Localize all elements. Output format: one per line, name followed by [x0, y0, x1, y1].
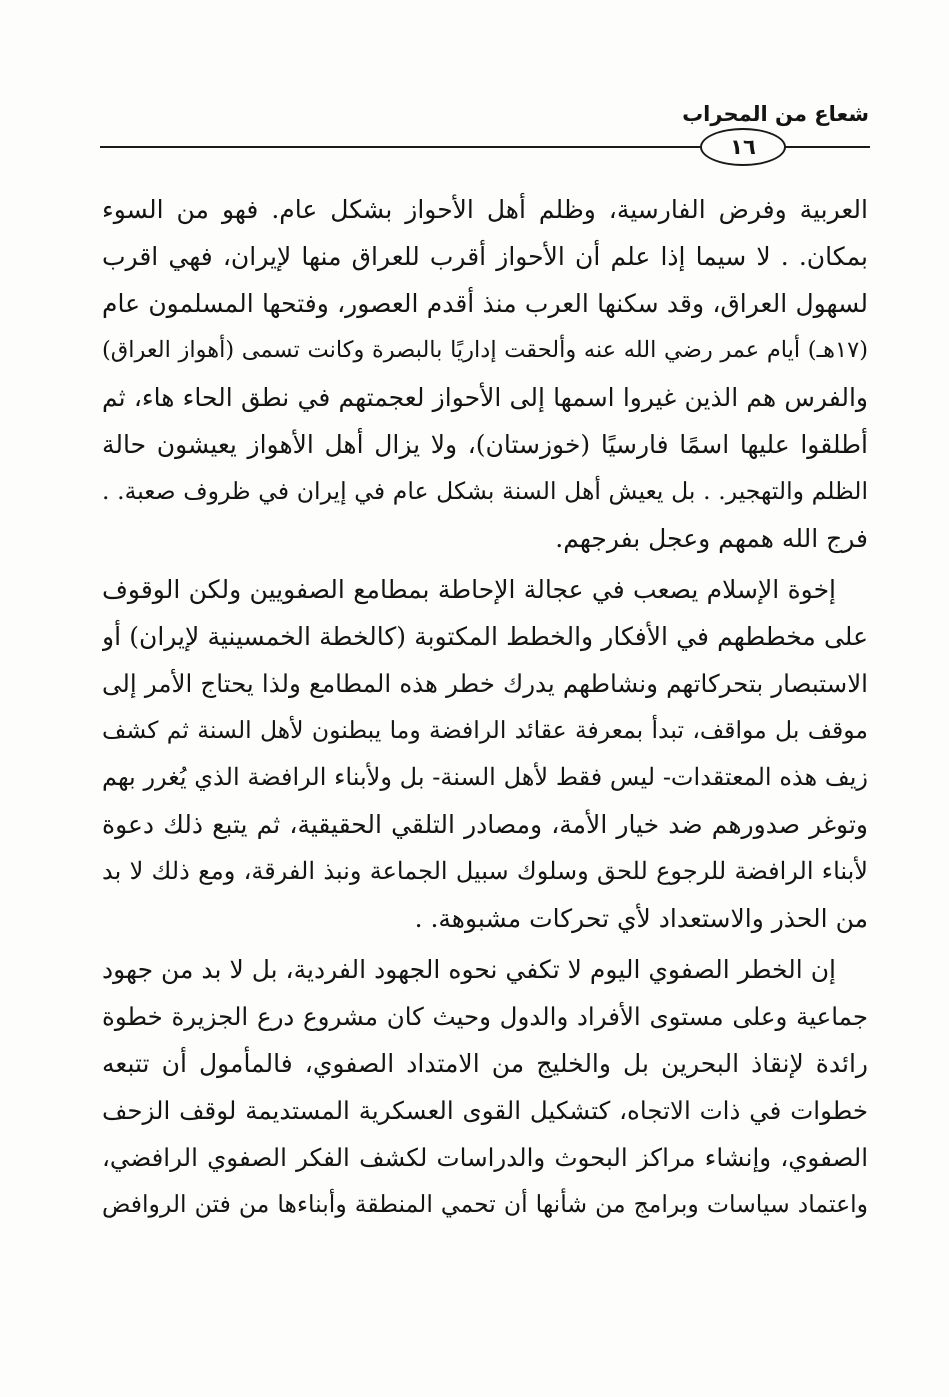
body-text	[102, 186, 868, 1228]
text-line: خطوات في ذات الاتجاه، كتشكيل القوى العسكرية المستديمة لوقف الزحف	[102, 1096, 868, 1125]
text-line: إخوة الإسلام يصعب في عجالة الإحاطة بمطامع الصفويين ولكن الوقوف	[102, 575, 836, 604]
text-line: بمكان. . لا سيما إذا علم أن الأحواز أقرب للعراق منها لإيران، فهي اقرب	[102, 242, 868, 271]
text-line: فرج الله همهم وعجل بفرجهم.	[555, 524, 868, 553]
text-line: زيف هذه المعتقدات- ليس فقط لأهل السنة- بل ولأبناء الرافضة الذي يُغرر بهم	[102, 763, 868, 791]
page-number: ١٦	[730, 134, 756, 159]
text-line: لسهول العراق، وقد سكنها العرب منذ أقدم العصور، وفتحها المسلمون عام	[102, 289, 868, 318]
text-line: رائدة لإنقاذ البحرين بل والخليج من الامتداد الصفوي، فالمأمول أن تتبعه	[102, 1049, 868, 1078]
paragraph	[102, 186, 868, 562]
text-line: الاستبصار بتحركاتهم ونشاطهم يدرك خطر هذه المطامع ولذا يحتاج الأمر إلى	[102, 669, 868, 698]
text-line: إن الخطر الصفوي اليوم لا تكفي نحوه الجهود الفردية، بل لا بد من جهود	[102, 955, 836, 984]
text-line: لأبناء الرافضة للرجوع للحق وسلوك سبيل الجماعة ونبذ الفرقة، ومع ذلك لا بد	[102, 857, 868, 885]
text-line: الظلم والتهجير. . بل يعيش أهل السنة بشكل عام في إيران في ظروف صعبة. .	[102, 477, 868, 505]
text-line: والفرس هم الذين غيروا اسمها إلى الأحواز لعجمتهم في نطق الحاء هاء، ثم	[102, 383, 868, 412]
page-number-badge	[700, 128, 786, 166]
text-line: أطلقوا عليها اسمًا فارسيًا (خوزستان)، ولا يزال أهل الأهواز يعيشون حالة	[102, 430, 868, 459]
text-line: من الحذر والاستعداد لأي تحركات مشبوهة. .	[414, 904, 868, 933]
text-line: واعتماد سياسات وبرامج من شأنها أن تحمي المنطقة وأبناءها من فتن الروافض	[102, 1190, 868, 1218]
paragraph	[102, 946, 868, 1228]
text-line: العربية وفرض الفارسية، وظلم أهل الأحواز بشكل عام. فهو من السوء	[102, 195, 868, 224]
text-line: موقف بل مواقف، تبدأ بمعرفة عقائد الرافضة وما يبطنون لأهل السنة ثم كشف	[102, 716, 868, 744]
text-line: (١٧هـ) أيام عمر رضي الله عنه وألحقت إداريًا بالبصرة وكانت تسمى (أهواز العراق)	[102, 337, 868, 363]
text-line: جماعية وعلى مستوى الأفراد والدول وحيث كان مشروع درع الجزيرة خطوة	[102, 1002, 868, 1031]
text-line: الصفوي، وإنشاء مراكز البحوث والدراسات لكشف الفكر الصفوي الرافضي،	[102, 1143, 868, 1172]
text-line: على مخططهم في الأفكار والخطط المكتوبة (كالخطة الخمسينية لإيران) أو	[102, 622, 868, 651]
text-line: وتوغر صدورهم ضد خيار الأمة، ومصادر التلقي الحقيقية، ثم يتبع ذلك دعوة	[102, 810, 868, 839]
paragraph	[102, 566, 868, 942]
running-title: شعاع من المحراب	[682, 102, 869, 126]
